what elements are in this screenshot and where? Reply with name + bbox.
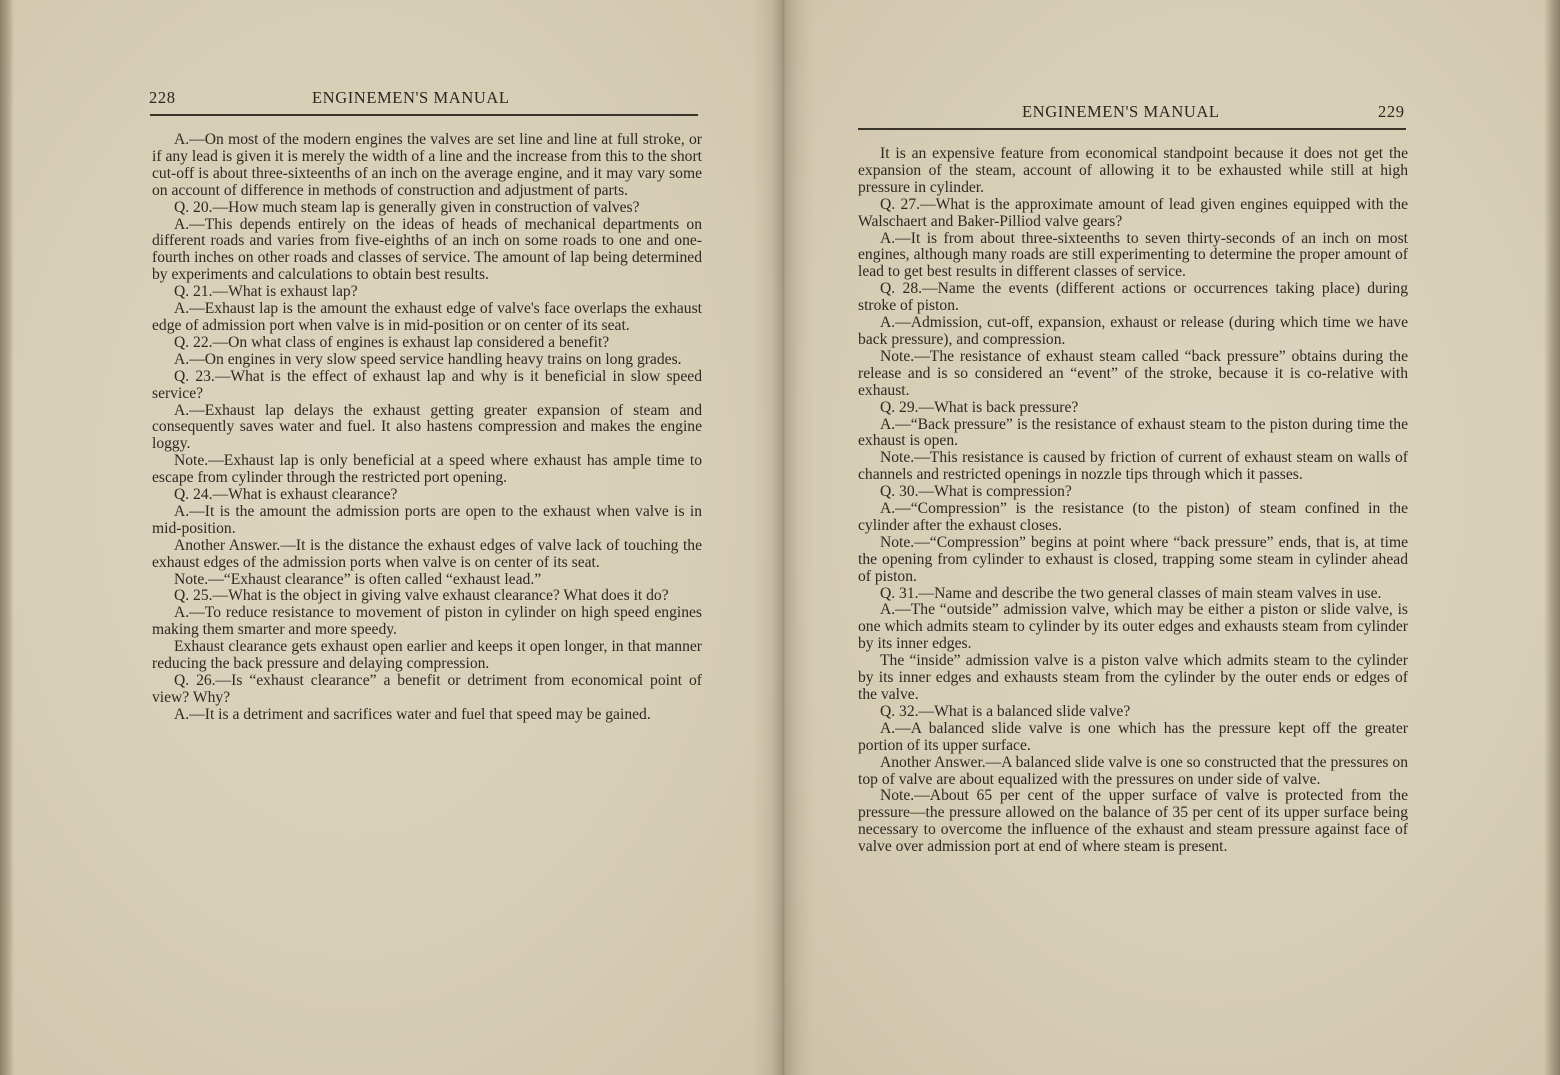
running-head-left: ENGINEMEN'S MANUAL [312,88,510,107]
paragraph: A.—It is from about three-sixteenths to seven thirty-seconds of an inch on most engines, although many roads are still experimenting to determine the proper amount of lead to get best results in different classes of service. [858,229,1408,281]
paragraph: A.—“Back pressure” is the resistance of exhaust steam to the piston during time the exhaust is open. [858,415,1408,450]
paragraph: A.—On engines in very slow speed service handling heavy trains on long grades. [174,350,682,368]
page-number-left: 228 [149,88,176,107]
paragraph: A.—“Compression” is the resistance (to the piston) of steam confined in the cylinder after the exhaust closes. [858,500,1408,534]
right-page [782,0,1560,1075]
right-page-body [858,146,1408,856]
paragraph: Q. 20.—How much steam lap is generally given in construction of valves? [174,198,640,216]
paragraph: Q. 28.—Name the events (different actions or occurrences taking place) during stroke of piston. [858,280,1408,315]
paragraph: Note.—The resistance of exhaust steam called “back pressure” obtains during the release and is so considered an “event” of the stroke, because it is co-relative with exhaust. [858,347,1408,399]
paragraph: Q. 25.—What is the object in giving valve exhaust clearance? What does it do? [174,587,669,605]
paragraph: Note.—This resistance is caused by friction of current of exhaust steam on walls of channels and restricted openings in nozzle tips through which it passes. [858,449,1408,484]
paragraph: Another Answer.—A balanced slide valve is one so constructed that the pressures on top of valve are about equalized with the pressures on under side of valve. [858,753,1408,788]
paragraph: Note.—Exhaust lap is only beneficial at a speed where exhaust has ample time to escape from cylinder through the restricted port opening. [152,452,702,487]
paragraph: A.—A balanced slide valve is one which has the pressure kept off the greater portion of its upper surface. [858,719,1408,754]
paragraph: Q. 29.—What is back pressure? [880,398,1079,416]
paragraph: A.—Admission, cut-off, expansion, exhaust or release (during which time we have back pressure), and compression. [858,314,1408,348]
header-rule-right [858,128,1406,130]
paragraph: The “inside” admission valve is a piston valve which admits steam to the cylinder by its inner edges and exhausts steam from the cylinder by the outer ends or edges of the valve. [858,652,1408,703]
paragraph: Another Answer.—It is the distance the exhaust edges of valve lack of touching the exhaust edges of the admission ports when valve is on center of its seat. [152,536,702,571]
left-page-body [152,132,702,724]
paragraph: A.—On most of the modern engines the valves are set line and line at full stroke, or if any lead is given it is merely the width of a line and the increase from this to the short cut-off is about three-sixteenths of an inch on the average engine, and it may vary some on account of difference in methods of construction and adjustment of parts. [152,131,702,199]
paragraph: Note.—About 65 per cent of the upper surface of valve is protected from the pressure—the pressure allowed on the balance of 35 per cent of its upper surface being necessary to overcome the influence of the exhaust and steam pressure against face of valve over admission port at end of where steam is present. [858,787,1408,856]
paragraph: Q. 21.—What is exhaust lap? [174,283,358,301]
paragraph: Q. 31.—Name and describe the two general classes of main steam valves in use. [880,584,1382,602]
paragraph: A.—It is a detriment and sacrifices water and fuel that speed may be gained. [174,705,651,723]
paragraph: Note.—“Exhaust clearance” is often called “exhaust lead.” [174,570,542,588]
paragraph: Note.—“Compression” begins at point where “back pressure” ends, that is, at time the opening from cylinder to exhaust is closed, trapping some steam in cylinder ahead of piston. [858,533,1408,585]
paragraph: A.—This depends entirely on the ideas of heads of mechanical departments on different roads and varies from five-eighths of an inch on some roads to one and one-fourth inches on other roads and classes of service. The amount of lap being determined by experiments and calculations to obtain best results. [152,215,702,284]
paragraph: Q. 23.—What is the effect of exhaust lap and why is it beneficial in slow speed service? [152,367,702,402]
paragraph: Exhaust clearance gets exhaust open earlier and keeps it open longer, in that manner reducing the back pressure and delaying compression. [152,638,702,673]
paragraph: Q. 22.—On what class of engines is exhaust lap considered a benefit? [174,333,610,351]
paragraph: Q. 26.—Is “exhaust clearance” a benefit or detriment from economical point of view? Why? [152,672,702,706]
paragraph: A.—Exhaust lap delays the exhaust getting greater expansion of steam and consequently saves water and fuel. It also hastens compression and makes the engine loggy. [152,401,702,453]
paragraph: Q. 30.—What is compression? [880,483,1072,501]
book-gutter [752,0,814,1075]
paragraph: A.—It is the amount the admission ports are open to the exhaust when valve is in mid-position. [152,502,702,537]
left-page-edge [0,0,14,1075]
running-head-right: ENGINEMEN'S MANUAL [1022,102,1220,121]
paragraph: Q. 32.—What is a balanced slide valve? [880,702,1131,720]
paragraph: It is an expensive feature from economical standpoint because it does not get the expansion of the steam, account of allowing it to be exhausted while still at high pressure in cylinder. [858,145,1408,196]
paragraph: A.—The “outside” admission valve, which may be either a piston or slide valve, is one which admits steam to cylinder by its outer edges and exhausts steam from cylinder by its inner edges. [858,601,1408,653]
paragraph: Q. 27.—What is the approximate amount of lead given engines equipped with the Walschaert and Baker-Pilliod valve gears? [858,195,1408,230]
header-rule-left [150,114,698,116]
paragraph: A.—Exhaust lap is the amount the exhaust edge of valve's face overlaps the exhaust edge of admission port when valve is in mid-position or on center of its seat. [152,300,702,334]
paragraph: Q. 24.—What is exhaust clearance? [174,486,398,504]
paragraph: A.—To reduce resistance to movement of piston in cylinder on high speed engines making them smarter and more speedy. [152,604,702,639]
right-page-edge [1544,0,1560,1075]
page-number-right: 229 [1378,102,1405,121]
